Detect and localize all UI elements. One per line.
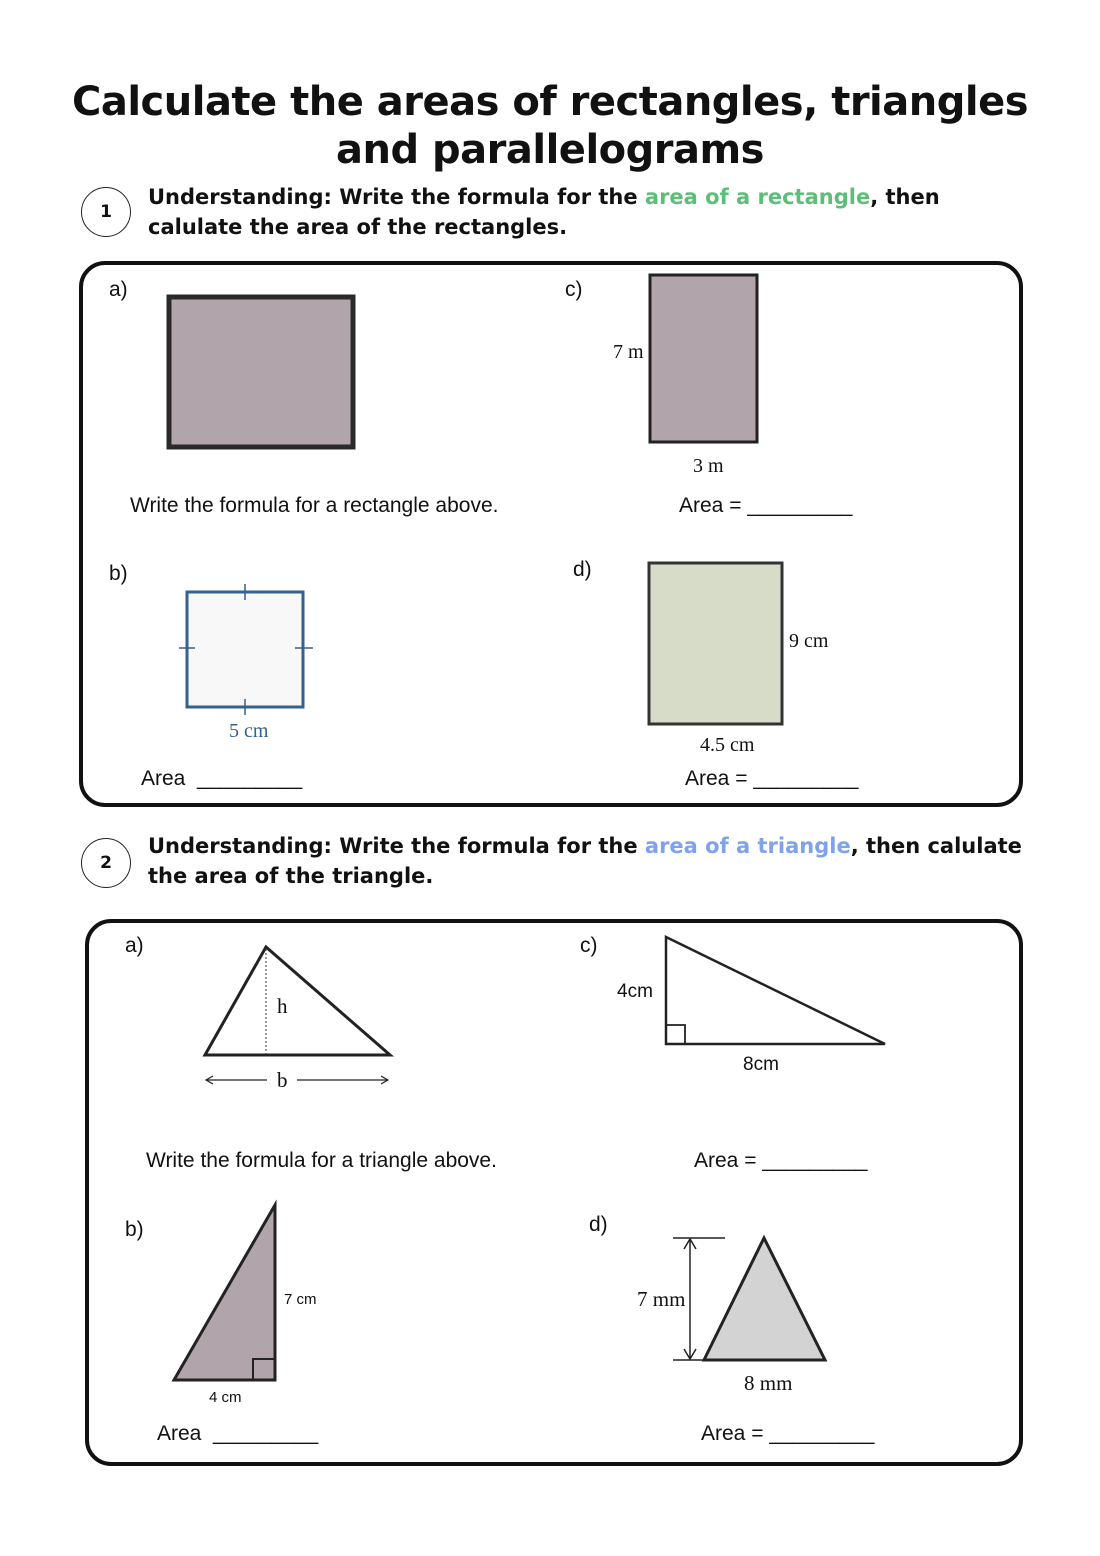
q2-c-triangle-figure — [655, 928, 895, 1053]
q1-c-rectangle-figure — [640, 266, 770, 456]
q1-c-rectangle — [650, 275, 757, 442]
q2-b-height-label: 7 cm — [284, 1291, 317, 1308]
q1-instr-highlight: area of a rectangle — [644, 185, 871, 209]
q1-d-label: d) — [573, 558, 592, 581]
q2-d-triangle-figure — [665, 1228, 835, 1368]
q2-c-prompt: Area = — [694, 1149, 757, 1172]
question-2-instruction — [148, 831, 1028, 891]
q1-b-square-figure — [175, 580, 320, 720]
q2-c-label: c) — [580, 934, 598, 957]
q1-a-rectangle — [169, 297, 353, 447]
q1-d-height-label: 9 cm — [789, 630, 829, 652]
q2-a-height-label: h — [277, 994, 288, 1018]
question-2-number-text: 2 — [100, 853, 112, 873]
q1-c-width-label: 3 m — [693, 455, 724, 477]
q1-a-label: a) — [109, 278, 128, 301]
q1-a-rectangle-figure — [160, 288, 365, 456]
q2-a-triangle — [205, 947, 390, 1055]
page-title — [60, 78, 1040, 174]
q1-c-label: c) — [565, 278, 583, 301]
q2-b-prompt: Area — [157, 1422, 202, 1445]
q2-d-area-answer — [701, 1422, 874, 1446]
q1-d-prompt: Area = — [685, 767, 748, 790]
q1-c-area-answer — [679, 494, 852, 518]
q1-b-area-answer — [141, 767, 302, 791]
q1-c-height-label: 7 m — [613, 341, 644, 363]
q1-c-answer-blank[interactable]: _________ — [747, 494, 853, 517]
q2-d-base-label: 8 mm — [744, 1371, 793, 1395]
q2-c-triangle — [666, 937, 885, 1044]
q2-b-answer-blank[interactable]: _________ — [213, 1422, 319, 1445]
q1-b-answer-blank[interactable]: _________ — [197, 767, 303, 790]
question-1-instruction — [148, 182, 1028, 242]
q1-b-label: b) — [109, 562, 128, 585]
q2-d-height-label: 7 mm — [637, 1287, 686, 1311]
q2-c-answer-blank[interactable]: _________ — [762, 1149, 868, 1172]
question-1-number — [81, 187, 131, 237]
q2-b-area-answer — [157, 1422, 318, 1446]
q2-b-triangle-figure — [165, 1198, 285, 1388]
q2-b-base-label: 4 cm — [209, 1389, 242, 1406]
q2-d-label: d) — [589, 1213, 608, 1236]
question-1-number-text: 1 — [100, 202, 112, 222]
q1-d-width-label: 4.5 cm — [700, 734, 755, 756]
q2-d-prompt: Area = — [701, 1422, 764, 1445]
q2-a-prompt: Write the formula for a triangle above. — [146, 1149, 497, 1172]
q2-a-label: a) — [125, 934, 144, 957]
q2-b-triangle — [174, 1205, 275, 1380]
q1-a-prompt: Write the formula for a rectangle above. — [130, 494, 499, 517]
q2-d-triangle — [704, 1238, 825, 1360]
title-line-1: Calculate the areas of rectangles, triangles — [71, 79, 1029, 125]
q1-d-rectangle — [649, 563, 782, 724]
title-line-2: and parallelograms — [336, 127, 764, 173]
q1-b-square — [187, 592, 303, 707]
q2-instr-after: , then calulate the area of the triangle. — [148, 834, 1022, 888]
q2-a-base-label: b — [277, 1068, 288, 1092]
q2-a-triangle-figure — [195, 940, 400, 1095]
q1-d-rectangle-figure — [640, 553, 795, 733]
q1-instr-before: Understanding: Write the formula for the — [148, 185, 645, 209]
q1-b-prompt: Area — [141, 767, 186, 790]
question-2-number — [81, 838, 131, 888]
q2-c-base-label: 8cm — [743, 1054, 779, 1075]
q1-b-side-label: 5 cm — [229, 720, 269, 742]
q2-instr-highlight: area of a triangle — [644, 834, 851, 858]
q1-d-area-answer — [685, 767, 858, 791]
q1-instr-after: , then calulate the area of the rectangles. — [148, 185, 940, 239]
q2-c-height-label: 4cm — [617, 981, 653, 1002]
q2-instr-before: Understanding: Write the formula for the — [148, 834, 645, 858]
q2-c-area-answer — [694, 1149, 867, 1173]
q2-d-answer-blank[interactable]: _________ — [769, 1422, 875, 1445]
q1-c-prompt: Area = — [679, 494, 742, 517]
q1-d-answer-blank[interactable]: _________ — [753, 767, 859, 790]
q2-b-label: b) — [125, 1218, 144, 1241]
